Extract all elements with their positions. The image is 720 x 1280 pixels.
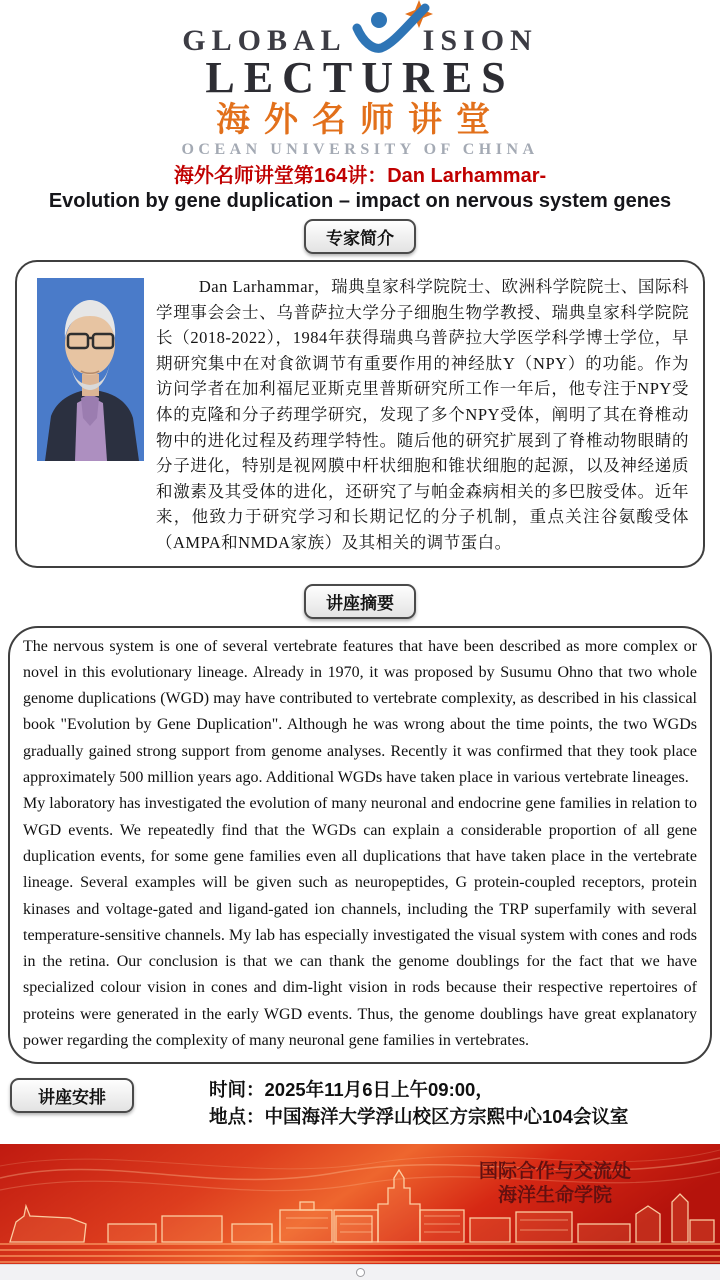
expert-profile-box (15, 260, 705, 568)
logo-text-lectures: LECTURES (205, 53, 515, 102)
logo-text-global: GLOBAL (182, 24, 347, 57)
viewer-bottom-bar (0, 1264, 720, 1280)
lecture-title-line2: Evolution by gene duplication – impact on nervous system genes (48, 190, 672, 212)
abstract-paragraph-2: My laboratory has investigated the evolution of many neuronal and endocrine gene families in relation to WGD events. We repeatedly find that the WGDs can explain a considerable proportion of all gene duplication events, for some gene families even all duplications that have taken place in the vertebrate lineage. Several examples will be given such as neuropeptides, G protein-coupled receptors, protein kinases and voltage-gated and ligand-gated ion channels, including the TRP superfamily with several temperature-sensitive channels. My lab has especially investigated the visual system with cones and rods in the retina. Our conclusion is that we can thank the genome doublings for the fact that we have specialized colour vision in cones and dim-light vision in rods because their respective repertoires of proteins were generated in the early WGD events. Thus, the genome doublings have great explanatory power regarding the complexity of many neuronal gene families in vertebrates. (23, 795, 697, 1049)
lecture-title (0, 164, 720, 214)
abstract-badge: 讲座摘要 (304, 584, 416, 619)
abstract-box (8, 626, 712, 1065)
schedule-time: 时间：2025年11月6日上午09:00， (209, 1079, 494, 1101)
organizer-names (440, 1160, 670, 1208)
footer-banner (0, 1144, 720, 1264)
lecture-title-line1: 海外名师讲堂第164讲：Dan Larhammar- (173, 165, 547, 187)
schedule-location: 地点：中国海洋大学浮山校区方宗熙中心104会议室 (209, 1106, 629, 1128)
schedule-section (10, 1076, 710, 1130)
expert-profile-badge: 专家简介 (304, 219, 416, 254)
logo-text-ision: ISION (422, 24, 538, 57)
speaker-photo (37, 278, 144, 461)
vision-figure-icon (341, 0, 437, 60)
resize-handle[interactable] (356, 1268, 365, 1277)
logo-university-name: OCEAN UNIVERSITY OF CHINA (181, 141, 539, 158)
schedule-badge: 讲座安排 (10, 1078, 134, 1113)
global-vision-lectures-logo (0, 0, 720, 158)
organizer-line2: 海洋生命学院 (497, 1185, 612, 1207)
speaker-bio: Dan Larhammar，瑞典皇家科学院院士、欧洲科学院院士、国际科学理事会会士、乌普萨拉大学分子细胞生物学教授、瑞典皇家科学院院长（2018-2022），1984年获得瑞典乌普萨拉大学医学科学博士学位，早期研究集中在对食欲调节有重要作用的神经肽Y（NPY）的功能。作为访问学者在加利福尼亚斯克里普斯研究所工作一年后，他专注于NPY受体的克隆和分子药理学研究，发现了多个NPY受体，阐明了其在脊椎动物中的进化过程及药理学特性。随后他的研究扩展到了脊椎动物眼睛的分子进化，特别是视网膜中杆状细胞和锥状细胞的起源，以及神经递质和激素及其受体的进化，还研究了与帕金森病相关的多巴胺受体。近年来，他致力于研究学习和长期记忆的分子机制，重点关注谷氨酸受体（AMPA和NMDA家族）及其相关的调节蛋白。 (156, 277, 689, 552)
logo-cjk-title: 海外名师讲堂 (216, 102, 504, 139)
abstract-paragraph-1: The nervous system is one of several vertebrate features that have been described as more complex or novel in this evolutionary lineage. Already in 1970, it was proposed by Susumu Ohno that two whole genome duplications (WGD) may have contributed to vertebrate complexity, as described in his classical book "Evolution by Gene Duplication". Although he was wrong about the time points, the two WGDs gradually gained strong support from genome analyses. Recently it was confirmed that they took place approximately 500 million years ago. Additional WGDs have taken place in various vertebrate lineages. (23, 637, 697, 787)
organizer-line1: 国际合作与交流处 (478, 1161, 631, 1183)
